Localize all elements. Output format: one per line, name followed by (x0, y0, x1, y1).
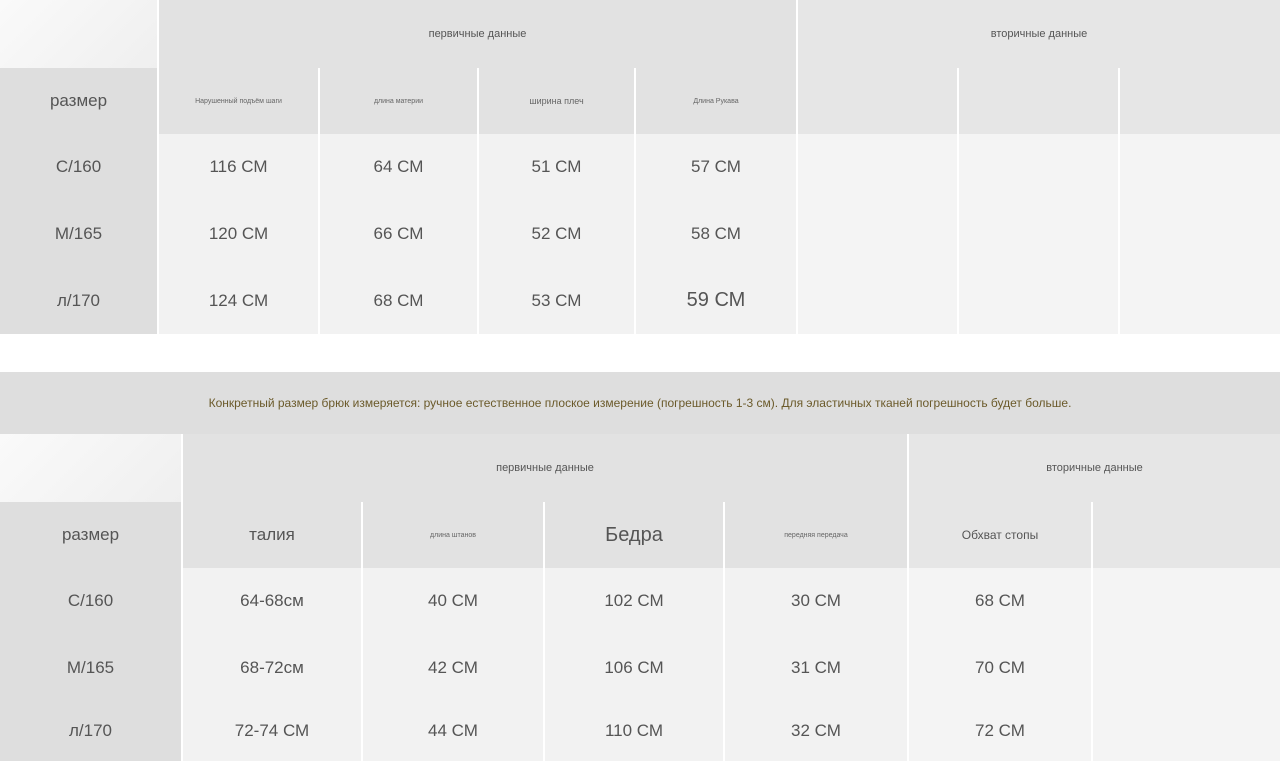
table-cell (159, 134, 320, 200)
size-cell (0, 200, 159, 267)
bottom-columns-row (0, 502, 1280, 568)
top-columns-row (0, 68, 1280, 134)
bottom-primary-label: первичные данные (496, 462, 594, 474)
table-cell (545, 701, 725, 761)
table-cell-empty (959, 200, 1120, 267)
top-header-row (0, 0, 1280, 68)
table-cell-empty (1093, 568, 1280, 634)
top-size-header-cell (0, 68, 159, 134)
table-cell (636, 134, 798, 200)
cell-value: 44 СМ (428, 721, 478, 740)
top-col-7 (1120, 68, 1280, 134)
table-cell-empty (798, 134, 959, 200)
bottom-size-header-cell (0, 502, 183, 568)
table-row (0, 267, 1280, 334)
top-secondary-label: вторичные данные (990, 28, 1088, 40)
table-cell-empty (1120, 134, 1280, 200)
cell-value: 58 СМ (691, 223, 741, 243)
table-cell-empty (1093, 701, 1280, 761)
bottom-col-2-label: длина штанов (430, 531, 476, 539)
table-cell (909, 568, 1093, 634)
size-cell (0, 701, 183, 761)
top-secondary-header (798, 0, 1280, 68)
cell-value: 52 СМ (531, 223, 582, 243)
cell-value: 30 СМ (791, 591, 841, 610)
bottom-col-1-label: талия (249, 525, 295, 544)
table-cell (479, 134, 636, 200)
table-cell (159, 267, 320, 334)
top-col-4 (636, 68, 798, 134)
size-cell (0, 134, 159, 200)
table-cell (479, 267, 636, 334)
bottom-col-1 (183, 502, 363, 568)
cell-value: 120 СМ (208, 223, 269, 243)
cell-value: 72-74 СМ (234, 721, 310, 740)
bottom-secondary-label: вторичные данные (1046, 462, 1143, 474)
table-cell (545, 634, 725, 701)
size-value: С/160 (67, 591, 114, 610)
table-cell (320, 134, 479, 200)
table-cell (725, 568, 909, 634)
table-row (0, 701, 1280, 761)
cell-value: 64 СМ (373, 157, 424, 176)
measurement-notice (0, 372, 1280, 434)
bottom-col-3 (545, 502, 725, 568)
table-row (0, 634, 1280, 701)
table-cell (320, 200, 479, 267)
cell-value: 116 СМ (209, 157, 268, 176)
bottom-secondary-header (909, 434, 1280, 502)
table-cell (183, 568, 363, 634)
cell-value: 57 СМ (691, 157, 741, 176)
cell-value: 32 СМ (791, 721, 841, 740)
table-cell (363, 634, 545, 701)
table-cell-empty (798, 200, 959, 267)
cell-value: 124 СМ (208, 290, 269, 310)
table-cell (725, 701, 909, 761)
table-cell (545, 568, 725, 634)
bottom-col-3-label: Бедра (605, 523, 663, 546)
top-primary-header (159, 0, 798, 68)
table-cell-empty (959, 134, 1120, 200)
top-col-6 (959, 68, 1120, 134)
table-cell (320, 267, 479, 334)
bottom-col-5 (909, 502, 1093, 568)
cell-value: 42 СМ (428, 657, 478, 677)
bottom-header-row (0, 434, 1280, 502)
table-cell-empty (798, 267, 959, 334)
section-gap (0, 334, 1280, 372)
cell-value: 51 СМ (531, 157, 582, 176)
top-col-1 (159, 68, 320, 134)
top-primary-label: первичные данные (428, 28, 527, 40)
bottom-col-5-label: Обхват стопы (961, 528, 1039, 542)
table-row (0, 134, 1280, 200)
top-size-label: размер (49, 91, 108, 110)
bottom-col-4-label: передняя передача (784, 531, 848, 539)
table-cell (636, 200, 798, 267)
cell-value: 110 СМ (604, 721, 664, 740)
table-cell-empty (959, 267, 1120, 334)
top-col-3-label: ширина плеч (529, 96, 584, 106)
top-col-4-label: Длина Рукава (693, 97, 739, 105)
size-value: М/165 (66, 657, 115, 677)
table-cell (363, 568, 545, 634)
cell-value: 59 СМ (686, 289, 746, 311)
bottom-col-6 (1093, 502, 1280, 568)
size-value: С/160 (55, 157, 102, 176)
cell-value: 72 СМ (975, 721, 1025, 740)
table-cell-empty (1120, 200, 1280, 267)
table-cell (636, 267, 798, 334)
size-cell (0, 267, 159, 334)
size-value: М/165 (54, 223, 103, 243)
table-cell (909, 634, 1093, 701)
size-value: л/170 (68, 721, 112, 740)
cell-value: 68 СМ (975, 591, 1025, 610)
cell-value: 40 СМ (428, 591, 478, 610)
top-corner-cell (0, 0, 159, 68)
cell-value: 31 СМ (791, 657, 841, 677)
cell-value: 66 СМ (373, 223, 424, 243)
table-cell-empty (1093, 634, 1280, 701)
top-col-2-label: длина материи (373, 97, 424, 105)
top-col-5 (798, 68, 959, 134)
size-value: л/170 (56, 290, 100, 310)
table-cell-empty (1120, 267, 1280, 334)
cell-value: 64-68см (240, 591, 304, 610)
table-cell (363, 701, 545, 761)
table-cell (479, 200, 636, 267)
top-col-2 (320, 68, 479, 134)
table-row (0, 568, 1280, 634)
bottom-corner-cell (0, 434, 183, 502)
table-cell (183, 701, 363, 761)
top-col-1-label: Нарушенный подъём шаги (195, 97, 282, 105)
cell-value: 102 СМ (604, 591, 664, 610)
cell-value: 68-72см (240, 657, 304, 677)
bottom-primary-header (183, 434, 909, 502)
bottom-col-4 (725, 502, 909, 568)
cell-value: 68 СМ (373, 290, 424, 310)
table-cell (909, 701, 1093, 761)
table-cell (183, 634, 363, 701)
table-cell (159, 200, 320, 267)
measurement-notice-text: Конкретный размер брюк измеряется: ручное естественное плоское измерение (погрешность 1-3 см). Для эластичных тканей погрешность будет больше. (208, 396, 1072, 410)
top-col-3 (479, 68, 636, 134)
table-cell (725, 634, 909, 701)
bottom-col-2 (363, 502, 545, 568)
size-cell (0, 634, 183, 701)
bottom-size-label: размер (61, 525, 120, 544)
cell-value: 106 СМ (604, 657, 664, 677)
cell-value: 53 СМ (531, 290, 582, 310)
size-cell (0, 568, 183, 634)
cell-value: 70 СМ (975, 657, 1025, 677)
table-row (0, 200, 1280, 267)
